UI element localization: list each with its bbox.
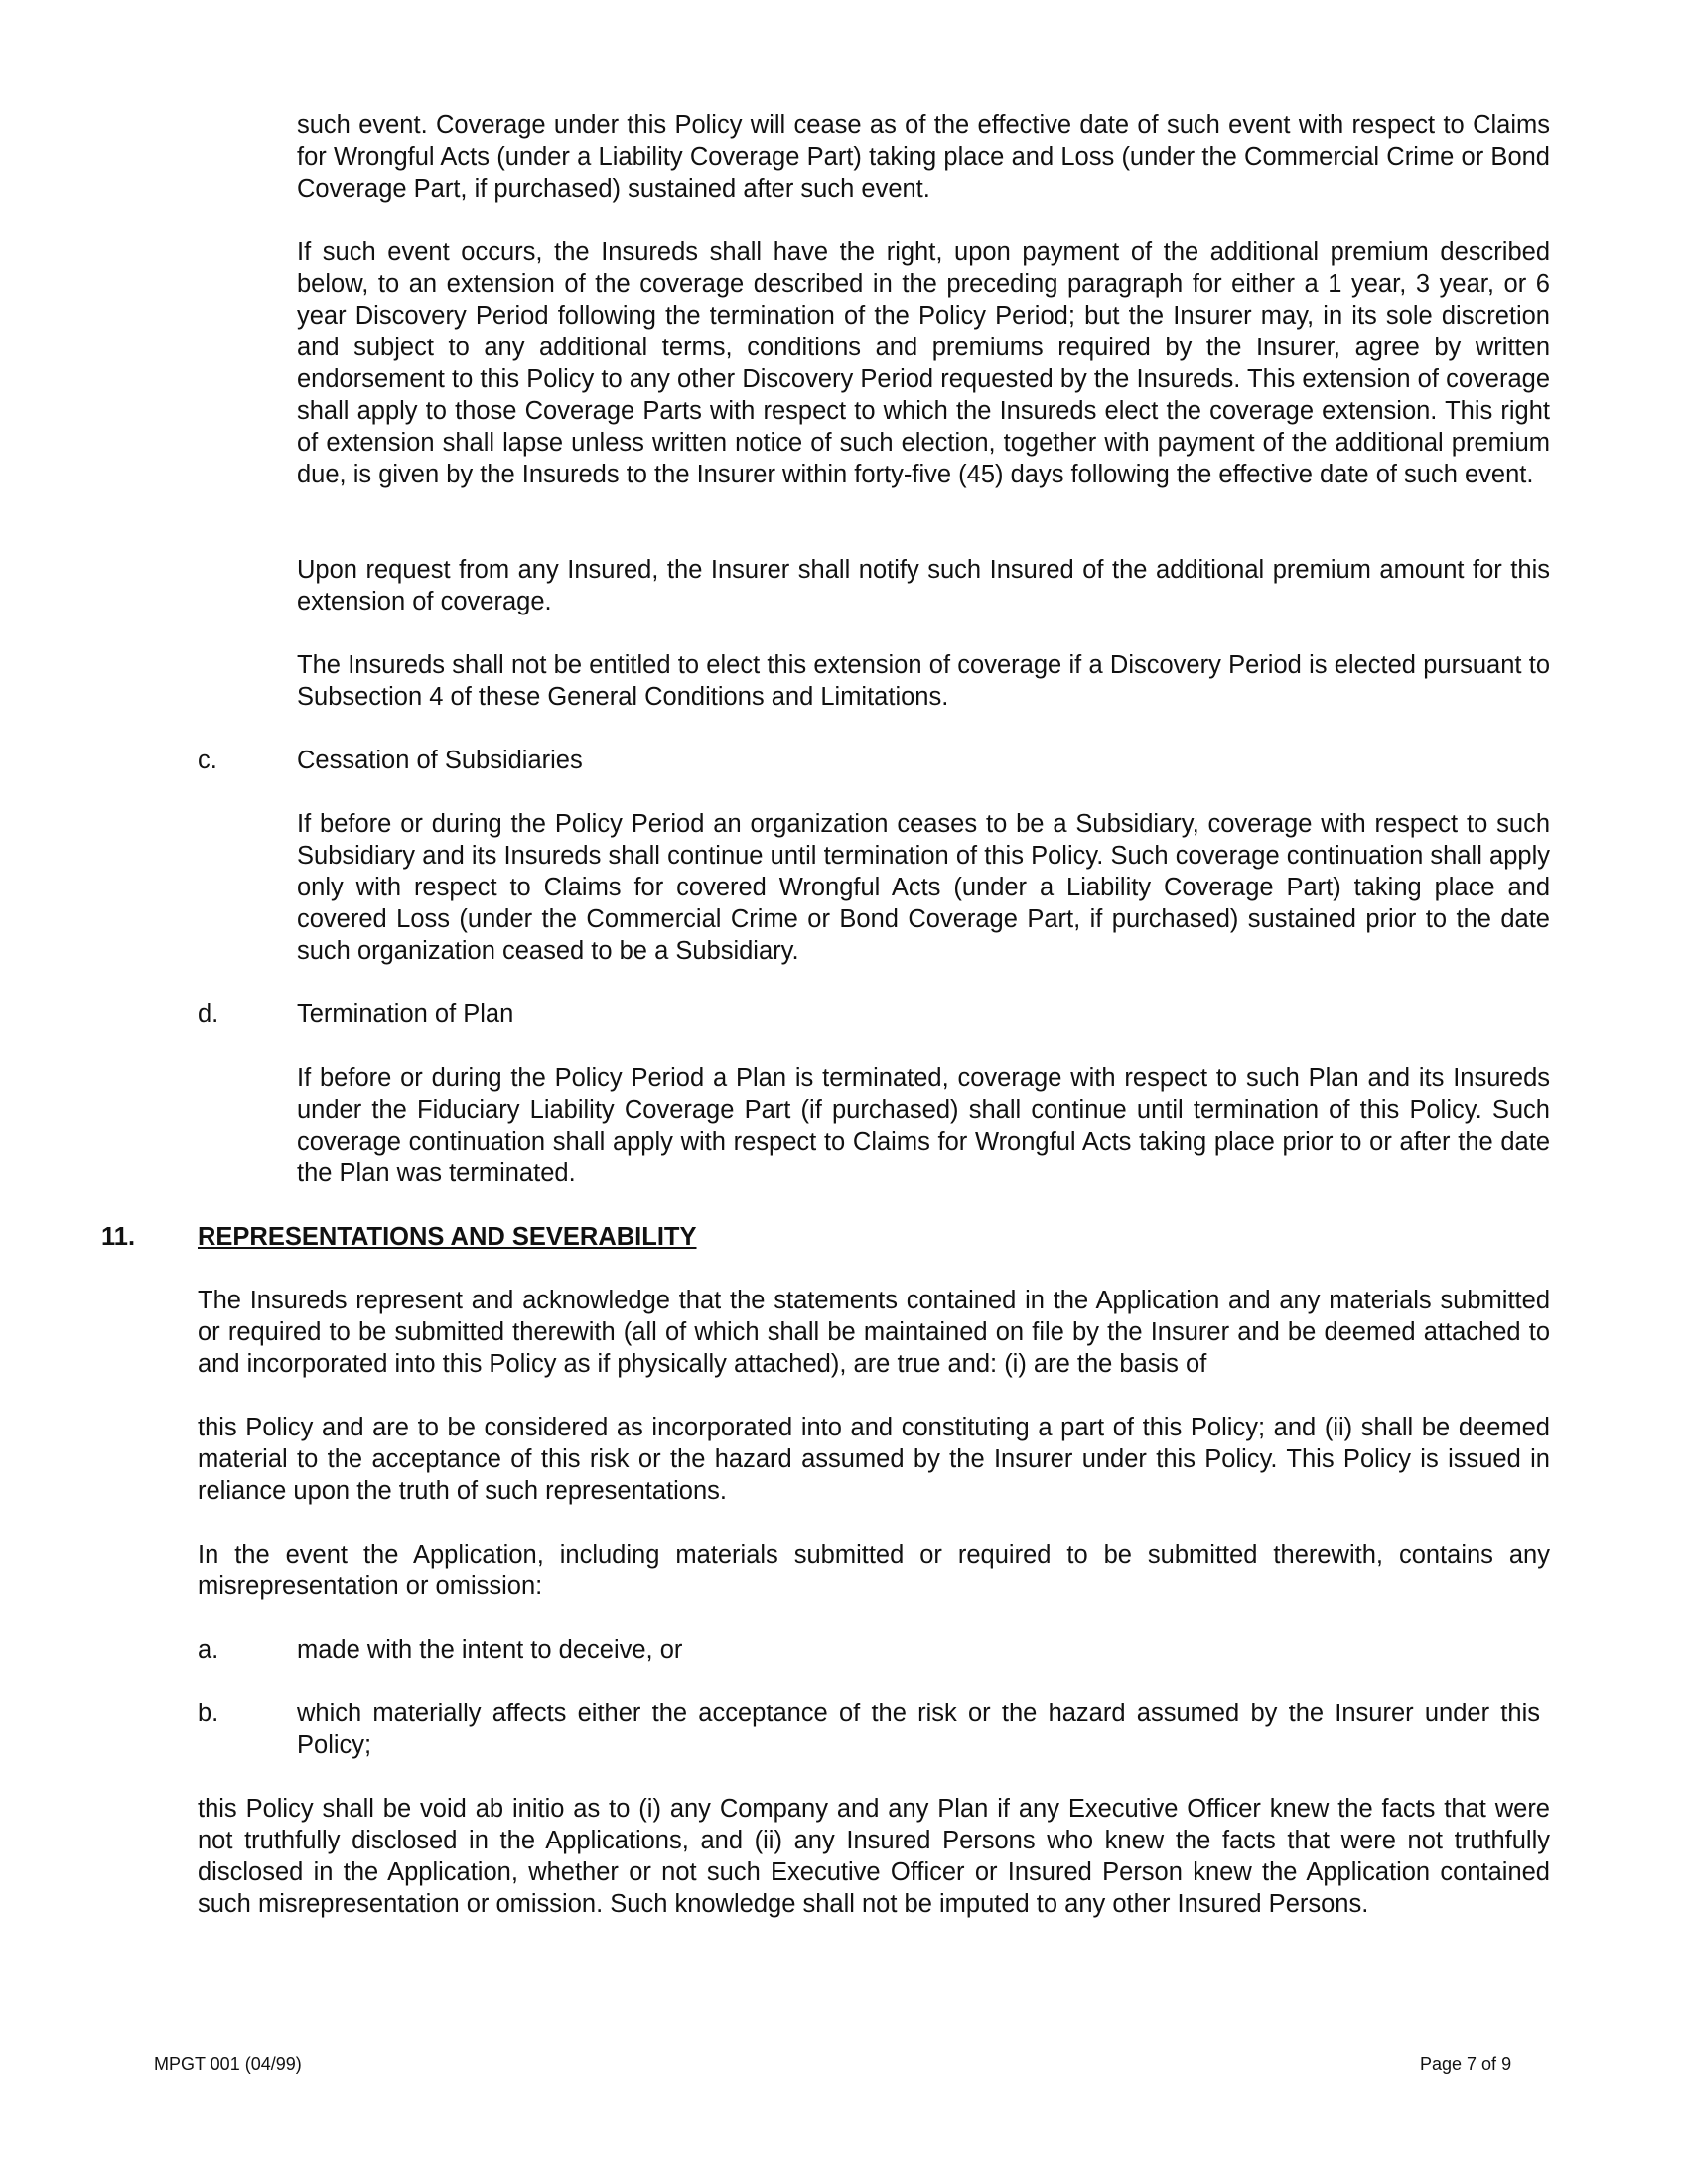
item-letter: c. <box>198 747 217 774</box>
footer-page-number: Page 7 of 9 <box>1420 2054 1512 2074</box>
footer-form-number: MPGT 001 (04/99) <box>154 2054 302 2074</box>
item-body: If before or during the Policy Period an organization ceases to be a Subsidiary, coverage with respect to such Subsidiary and its Insureds shall continue until termination of this Policy. Such coverage continuation shall apply only with respect to Claims for covered Wrongful Acts (under a Liability Coverage Part) taking place and covered Loss (under the Commercial Crime or Bond Coverage Part, if purchased) sustained prior to the date such organization ceased to be a Subsidiary. <box>297 810 1550 965</box>
item-letter: a. <box>198 1636 219 1664</box>
item-body: If before or during the Policy Period a Plan is terminated, coverage with respect to such Plan and its Insureds under the Fiduciary Liability Coverage Part (if purchased) shall continue until termination of this Policy. Such coverage continuation shall apply with respect to Claims for Wrongful Acts taking place prior to or after the date the Plan was terminated. <box>297 1064 1550 1187</box>
item-letter: d. <box>198 1000 219 1027</box>
item-title: Termination of Plan <box>297 1000 514 1027</box>
paragraph-notify-premium: Upon request from any Insured, the Insurer shall notify such Insured of the additional premium amount for this extension of coverage. <box>297 556 1550 615</box>
section-number: 11. <box>101 1223 136 1251</box>
item-letter: b. <box>198 1700 219 1727</box>
paragraph-coverage-cease: such event. Coverage under this Policy will cease as of the effective date of such event with respect to Claims for Wrongful Acts (under a Liability Coverage Part) taking place and Loss (under the Commercial Crime or Bond Coverage Part, if purchased) sustained after such event. <box>297 111 1550 203</box>
paragraph-void-ab-initio: this Policy shall be void ab initio as to (i) any Company and any Plan if any Executive Officer knew the facts that were not truthfully disclosed in the Applications, and (ii) any Insured Persons who knew the facts that were not truthfully disclosed in the Application, whether or not such Executive Officer or Insured Person knew the Application contained such misrepresentation or omission. Such knowledge shall not be imputed to any other Insured Persons. <box>198 1795 1550 1918</box>
item-text: made with the intent to deceive, or <box>297 1636 683 1664</box>
paragraph-representations-part-1: The Insureds represent and acknowledge that the statements contained in the Application and any materials submitted or required to be submitted therewith (all of which shall be maintained on file by the Insurer and be deemed attached to and incorporated into this Policy as if physically attached), are true and: (i) are the basis of <box>198 1287 1550 1378</box>
paragraph-representations-part-2: this Policy and are to be considered as incorporated into and constituting a part of this Policy; and (ii) shall be deemed material to the acceptance of this risk or the hazard assumed by the Insurer under this Policy. This Policy is issued in reliance upon the truth of such representations. <box>198 1414 1550 1505</box>
paragraph-extension-right: If such event occurs, the Insureds shall have the right, upon payment of the additional premium described below, to an extension of the coverage described in the preceding paragraph for either a 1 year, 3 year, or 6 year Discovery Period following the termination of the Policy Period; but the Insurer may, in its sole discretion and subject to any additional terms, conditions and premiums required by the Insurer, agree by written endorsement to this Policy to any other Discovery Period requested by the Insureds. This extension of coverage shall apply to those Coverage Parts with respect to which the Insureds elect the coverage extension. This right of extension shall lapse unless written notice of such election, together with payment of the additional premium due, is given by the Insureds to the Insurer within forty-five (45) days following the effective date of such event. <box>297 238 1550 488</box>
item-title: Cessation of Subsidiaries <box>297 747 583 774</box>
paragraph-misrepresentation-intro: In the event the Application, including materials submitted or required to be submitted therewith, contains any misrepresentation or omission: <box>198 1541 1550 1600</box>
paragraph-not-entitled: The Insureds shall not be entitled to elect this extension of coverage if a Discovery Period is elected pursuant to Subsection 4 of these General Conditions and Limitations. <box>297 651 1550 711</box>
section-title: REPRESENTATIONS AND SEVERABILITY <box>198 1223 697 1251</box>
item-text: which materially affects either the acceptance of the risk or the hazard assumed by the Insurer under this Policy; <box>297 1700 1540 1759</box>
